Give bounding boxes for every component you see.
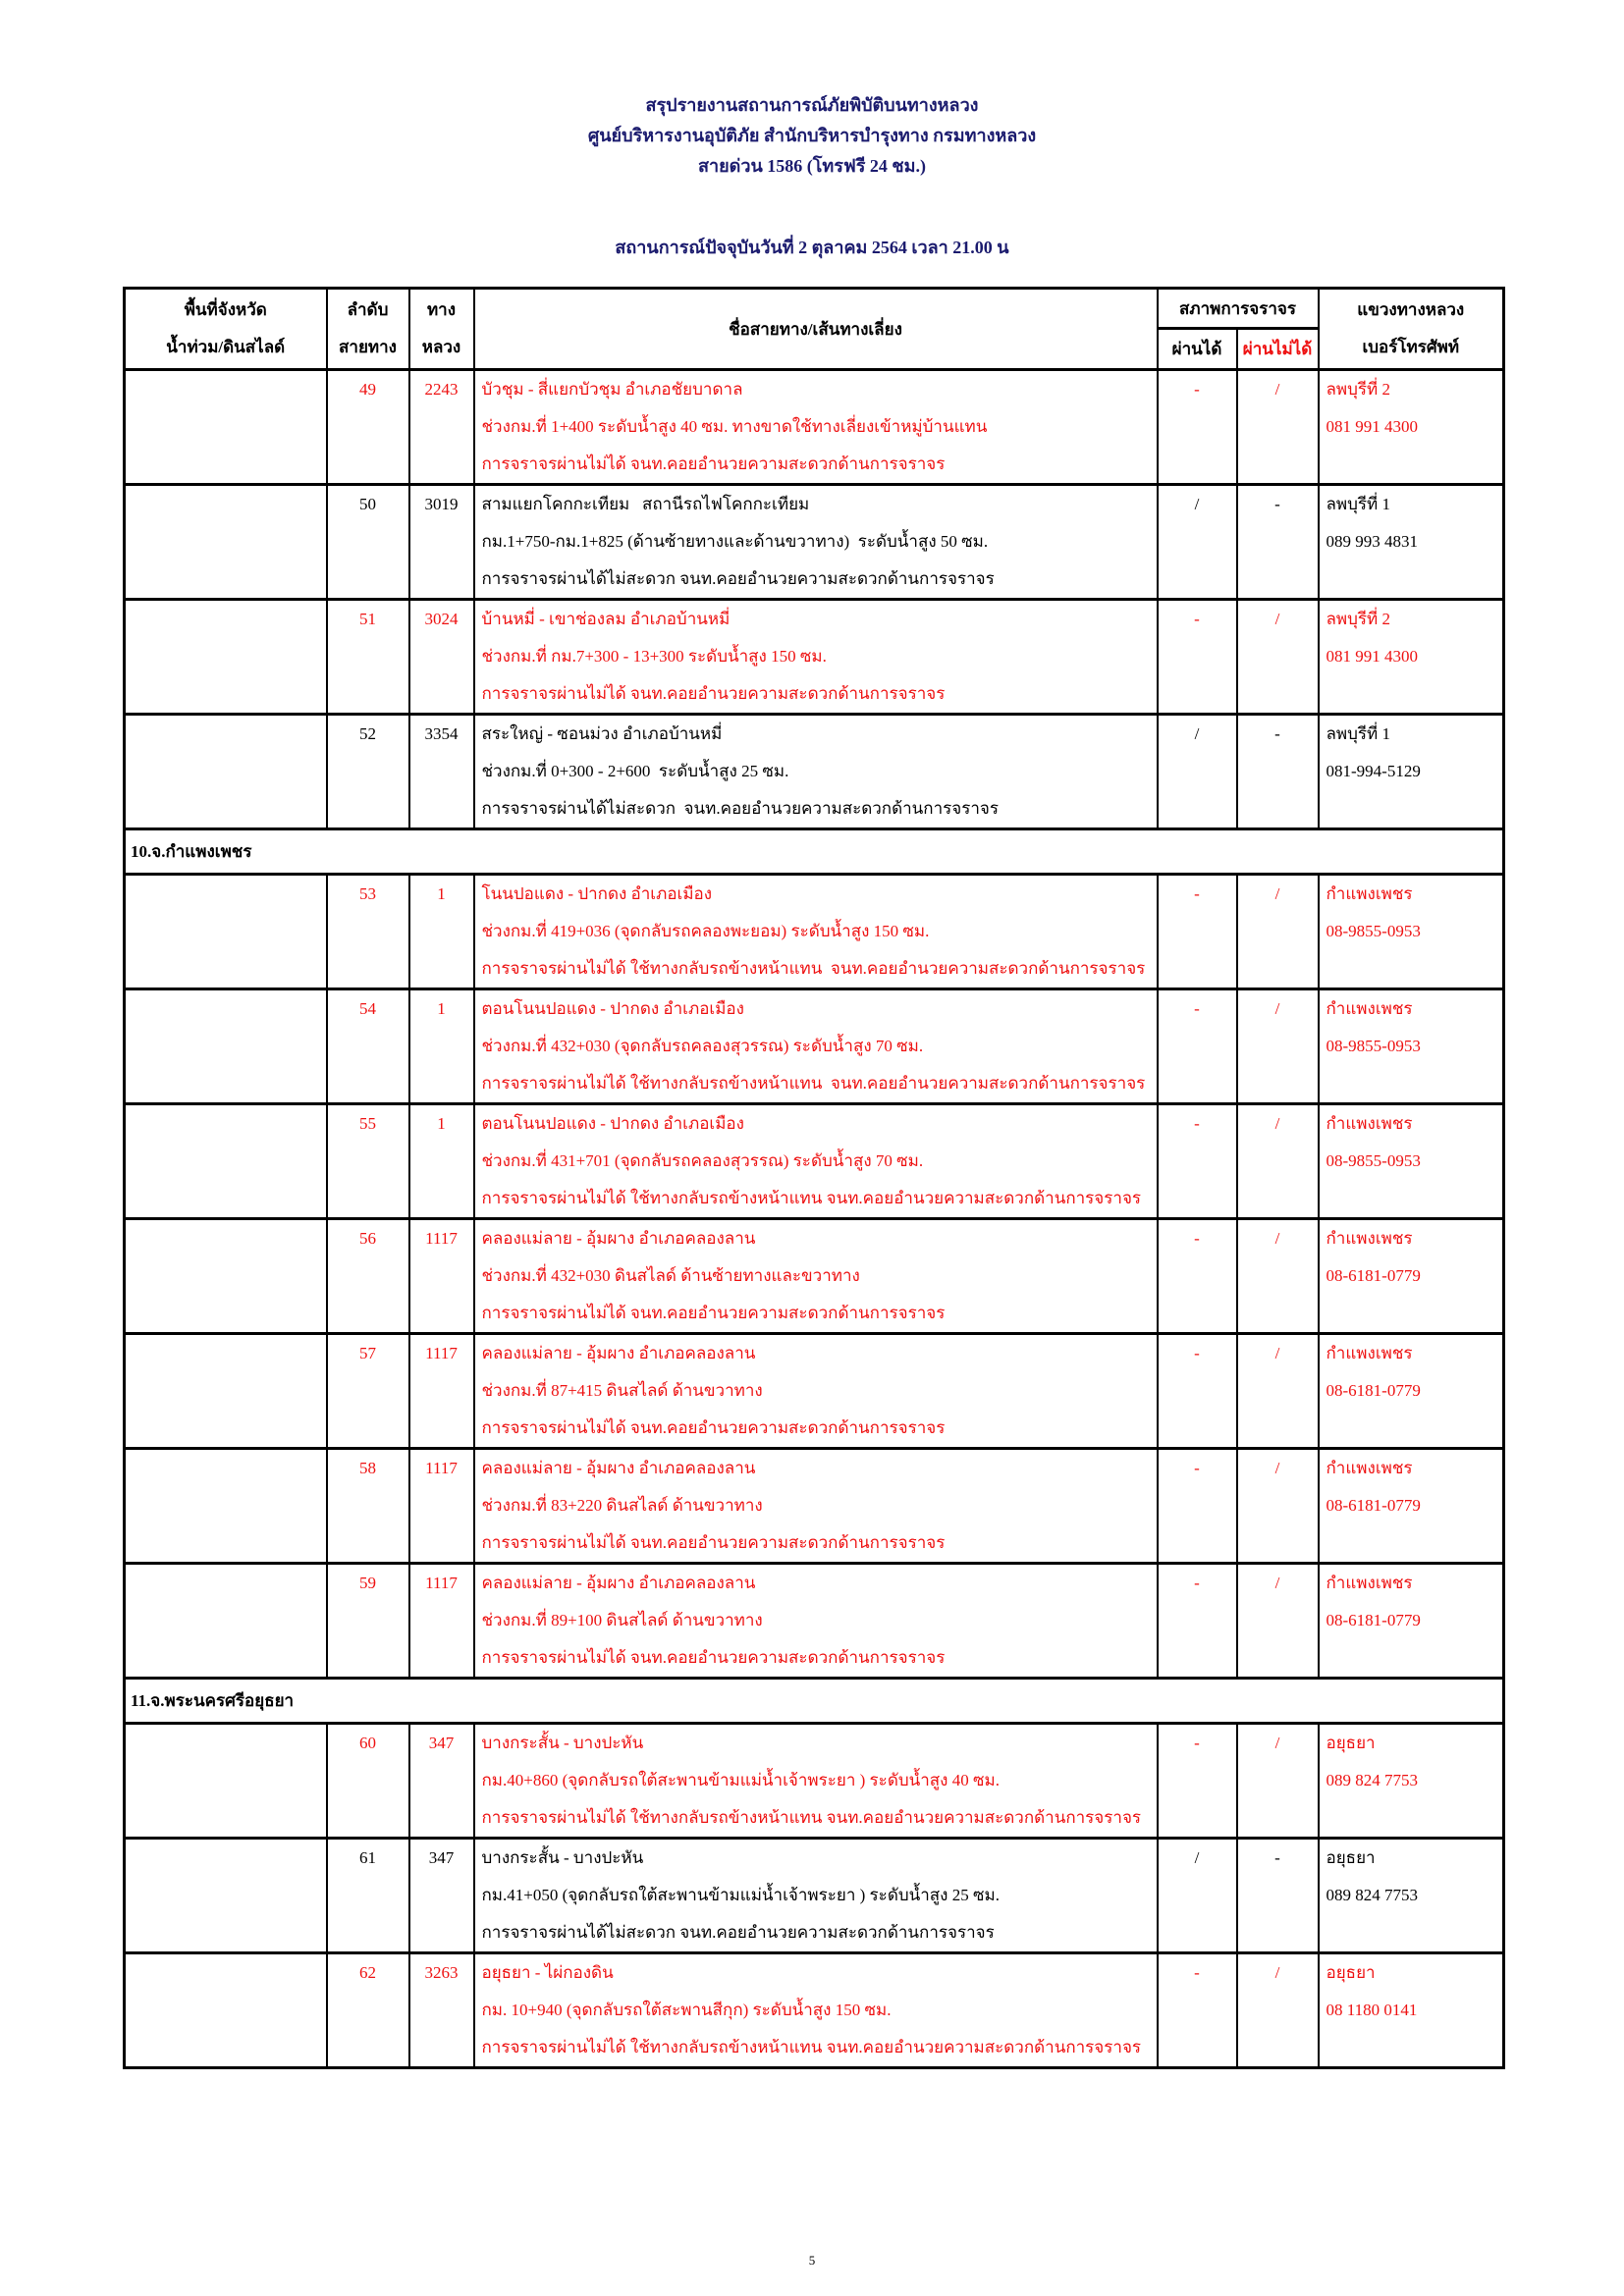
seq-cell <box>327 600 409 715</box>
table-row <box>125 1564 1504 1679</box>
passable-cell-text: / <box>1194 724 1200 743</box>
highway-cell <box>409 485 474 600</box>
seq-cell-text: 59 <box>359 1574 376 1592</box>
district-name: อยุธยา <box>1326 1963 1376 1982</box>
table-row <box>125 1449 1504 1564</box>
not-passable-cell <box>1237 485 1319 600</box>
highway-cell <box>409 875 474 989</box>
district-name: กำแพงเพชร <box>1326 1459 1413 1477</box>
not-passable-cell-text: / <box>1274 1963 1280 1982</box>
highway-cell <box>409 1724 474 1839</box>
route-line: กม.41+050 (จุดกลับรถใต้สะพานข้ามแม่น้ำเจ้าพระยา ) ระดับน้ำสูง 25 ซม. <box>481 1886 1000 1904</box>
table-row <box>125 1219 1504 1334</box>
passable-cell <box>1158 1953 1237 2068</box>
seq-cell-text: 50 <box>359 495 376 513</box>
highway-cell-text: 3024 <box>424 610 459 628</box>
district-phone: 08-9855-0953 <box>1326 922 1421 940</box>
route-line: บางกระสั้น - บางปะหัน <box>481 1848 644 1867</box>
not-passable-cell <box>1237 1953 1319 2068</box>
district-name: กำแพงเพชร <box>1326 999 1413 1018</box>
not-passable-cell <box>1237 1724 1319 1839</box>
passable-cell-text: - <box>1194 380 1200 399</box>
route-line: ช่วงกม.ที่ กม.7+300 - 13+300 ระดับน้ำสูง 150 ซม. <box>481 647 827 666</box>
seq-cell <box>327 1724 409 1839</box>
district-phone: 081 991 4300 <box>1326 647 1419 666</box>
area-cell <box>125 600 327 715</box>
route-line: การจราจรผ่านได้ไม่สะดวก จนท.คอยอำนวยความสะดวกด้านการจราจร <box>481 1923 995 1942</box>
report-hotline: สายด่วน 1586 (โทรฟรี 24 ชม.) <box>698 156 926 176</box>
highway-cell <box>409 1953 474 2068</box>
route-line: ช่วงกม.ที่ 89+100 ดินสไลด์ ด้านขวาทาง <box>481 1611 763 1629</box>
district-phone: 08-6181-0779 <box>1326 1611 1421 1629</box>
district-phone: 089 824 7753 <box>1326 1886 1419 1904</box>
passable-cell-text: - <box>1194 1574 1200 1592</box>
seq-cell-text: 57 <box>359 1344 376 1362</box>
route-line: การจราจรผ่านไม่ได้ จนท.คอยอำนวยความสะดวกด้านการจราจร <box>481 1304 946 1322</box>
report-agency: ศูนย์บริหารงานอุบัติภัย สำนักบริหารบำรุงทาง กรมทางหลวง <box>587 126 1037 145</box>
seq-cell-text: 61 <box>359 1848 376 1867</box>
passable-cell-text: / <box>1194 495 1200 513</box>
not-passable-cell-text: - <box>1274 1848 1280 1867</box>
highway-cell-text: 1 <box>437 1114 446 1133</box>
highway-cell-text: 1 <box>437 999 446 1018</box>
table-row <box>125 1334 1504 1449</box>
not-passable-cell-text: / <box>1274 1344 1280 1362</box>
header-passable: ผ่านได้ <box>1158 329 1237 370</box>
header-highway-line2: หลวง <box>421 338 461 356</box>
passable-cell-text: - <box>1194 610 1200 628</box>
passable-cell <box>1158 1219 1237 1334</box>
route-line: การจราจรผ่านได้ไม่สะดวก จนท.คอยอำนวยความสะดวกด้านการจราจร <box>481 569 995 588</box>
header-route: ชื่อสายทาง/เส้นทางเลี่ยง <box>474 289 1158 370</box>
not-passable-cell <box>1237 1564 1319 1679</box>
passable-cell-text: - <box>1194 1344 1200 1362</box>
highway-cell <box>409 370 474 485</box>
highway-cell-text: 1117 <box>425 1344 458 1362</box>
route-line: คลองแม่ลาย - อุ้มผาง อำเภอคลองลาน <box>481 1459 756 1477</box>
highway-cell <box>409 989 474 1104</box>
route-line: สระใหญ่ - ซอนม่วง อำเภอบ้านหมี่ <box>481 724 723 743</box>
seq-cell-text: 55 <box>359 1114 376 1133</box>
highway-cell-text: 1117 <box>425 1574 458 1592</box>
route-line: ช่วงกม.ที่ 0+300 - 2+600 ระดับน้ำสูง 25 ซม. <box>481 762 789 780</box>
district-cell <box>1319 715 1504 829</box>
passable-cell <box>1158 1334 1237 1449</box>
route-line: สามแยกโคกกะเทียม สถานีรถไฟโคกกะเทียม <box>481 495 810 513</box>
not-passable-cell <box>1237 1219 1319 1334</box>
area-cell <box>125 989 327 1104</box>
table-row <box>125 370 1504 485</box>
passable-cell-text: / <box>1194 1848 1200 1867</box>
route-line: บัวชุม - สี่แยกบัวชุม อำเภอชัยบาดาล <box>481 380 743 399</box>
district-phone: 08-6181-0779 <box>1326 1496 1421 1515</box>
route-line: ช่วงกม.ที่ 87+415 ดินสไลด์ ด้านขวาทาง <box>481 1381 763 1400</box>
district-cell <box>1319 600 1504 715</box>
passable-cell <box>1158 989 1237 1104</box>
disaster-report-table <box>123 287 1505 2069</box>
area-cell <box>125 485 327 600</box>
not-passable-cell-text: / <box>1274 1229 1280 1248</box>
not-passable-cell <box>1237 1334 1319 1449</box>
district-phone: 08-9855-0953 <box>1326 1037 1421 1055</box>
seq-cell <box>327 1104 409 1219</box>
not-passable-cell <box>1237 1104 1319 1219</box>
table-row <box>125 1953 1504 2068</box>
area-cell <box>125 1104 327 1219</box>
route-line: การจราจรผ่านไม่ได้ จนท.คอยอำนวยความสะดวกด้านการจราจร <box>481 1418 946 1437</box>
area-cell <box>125 1564 327 1679</box>
not-passable-cell-text: - <box>1274 495 1280 513</box>
route-line: ช่วงกม.ที่ 431+701 (จุดกลับรถคลองสุวรรณ) ระดับน้ำสูง 70 ซม. <box>481 1151 924 1170</box>
district-cell <box>1319 370 1504 485</box>
not-passable-cell-text: / <box>1274 380 1280 399</box>
area-cell <box>125 715 327 829</box>
document-header <box>0 0 1624 263</box>
seq-cell <box>327 1564 409 1679</box>
passable-cell-text: - <box>1194 999 1200 1018</box>
route-cell <box>474 1104 1158 1219</box>
seq-cell <box>327 1953 409 2068</box>
header-seq-line2: สายทาง <box>339 338 397 356</box>
seq-cell <box>327 1334 409 1449</box>
route-cell <box>474 1724 1158 1839</box>
not-passable-cell <box>1237 875 1319 989</box>
route-cell <box>474 1334 1158 1449</box>
seq-cell <box>327 875 409 989</box>
not-passable-cell <box>1237 600 1319 715</box>
header-seq-line1: ลำดับ <box>347 300 389 319</box>
header-district-line1: แขวงทางหลวง <box>1357 300 1465 319</box>
highway-cell <box>409 600 474 715</box>
province-section-row <box>125 1679 1504 1724</box>
table-row <box>125 1839 1504 1953</box>
table-row <box>125 600 1504 715</box>
district-cell <box>1319 989 1504 1104</box>
table-header <box>125 289 1504 370</box>
table-row <box>125 485 1504 600</box>
highway-cell <box>409 1219 474 1334</box>
passable-cell-text: - <box>1194 884 1200 903</box>
table-row <box>125 989 1504 1104</box>
province-section-row <box>125 829 1504 875</box>
route-line: ช่วงกม.ที่ 432+030 (จุดกลับรถคลองสุวรรณ) ระดับน้ำสูง 70 ซม. <box>481 1037 924 1055</box>
route-line: การจราจรผ่านไม่ได้ จนท.คอยอำนวยความสะดวกด้านการจราจร <box>481 1533 946 1552</box>
route-cell <box>474 485 1158 600</box>
highway-cell-text: 2243 <box>424 380 459 399</box>
route-line: คลองแม่ลาย - อุ้มผาง อำเภอคลองลาน <box>481 1344 756 1362</box>
not-passable-cell <box>1237 715 1319 829</box>
not-passable-cell-text: / <box>1274 1459 1280 1477</box>
district-name: กำแพงเพชร <box>1326 1114 1413 1133</box>
not-passable-cell-text: / <box>1274 1574 1280 1592</box>
seq-cell <box>327 989 409 1104</box>
seq-cell-text: 51 <box>359 610 376 628</box>
district-cell <box>1319 1724 1504 1839</box>
route-line: การจราจรผ่านไม่ได้ ใช้ทางกลับรถข้างหน้าแทน จนท.คอยอำนวยความสะดวกด้านการจราจร <box>481 1189 1142 1207</box>
route-cell <box>474 989 1158 1104</box>
district-cell <box>1319 1564 1504 1679</box>
passable-cell <box>1158 485 1237 600</box>
table-row <box>125 1724 1504 1839</box>
route-line: คลองแม่ลาย - อุ้มผาง อำเภอคลองลาน <box>481 1574 756 1592</box>
route-line: การจราจรผ่านไม่ได้ ใช้ทางกลับรถข้างหน้าแทน จนท.คอยอำนวยความสะดวกด้านการจราจร <box>481 1808 1142 1827</box>
seq-cell <box>327 1449 409 1564</box>
district-phone: 081-994-5129 <box>1326 762 1421 780</box>
route-line: บ้านหมี่ - เขาช่องลม อำเภอบ้านหมี่ <box>481 610 731 628</box>
seq-cell-text: 58 <box>359 1459 376 1477</box>
table-row <box>125 875 1504 989</box>
area-cell <box>125 1334 327 1449</box>
seq-cell-text: 52 <box>359 724 376 743</box>
seq-cell <box>327 1219 409 1334</box>
district-name: กำแพงเพชร <box>1326 1229 1413 1248</box>
highway-cell <box>409 1104 474 1219</box>
passable-cell-text: - <box>1194 1963 1200 1982</box>
highway-cell <box>409 1839 474 1953</box>
district-name: อยุธยา <box>1326 1848 1376 1867</box>
not-passable-cell <box>1237 989 1319 1104</box>
header-traffic: สภาพการจราจร <box>1158 289 1319 329</box>
seq-cell-text: 62 <box>359 1963 376 1982</box>
passable-cell <box>1158 715 1237 829</box>
district-cell <box>1319 1334 1504 1449</box>
highway-cell-text: 347 <box>428 1734 455 1752</box>
route-cell <box>474 370 1158 485</box>
district-cell <box>1319 1104 1504 1219</box>
district-name: อยุธยา <box>1326 1734 1376 1752</box>
route-line: ช่วงกม.ที่ 1+400 ระดับน้ำสูง 40 ซม. ทางขาดใช้ทางเลี่ยงเข้าหมู่บ้านแทน <box>481 417 988 436</box>
report-status-date: สถานการณ์ปัจจุบันวันที่ 2 ตุลาคม 2564 เวลา 21.00 น <box>615 238 1009 257</box>
highway-cell-text: 347 <box>428 1848 455 1867</box>
highway-cell <box>409 715 474 829</box>
route-cell <box>474 875 1158 989</box>
not-passable-cell-text: / <box>1274 610 1280 628</box>
district-phone: 089 993 4831 <box>1326 532 1419 551</box>
province-section-label: 10.จ.กำแพงเพชร <box>125 829 1504 875</box>
district-phone: 08 1180 0141 <box>1326 2001 1418 2019</box>
area-cell <box>125 1839 327 1953</box>
highway-cell-text: 1 <box>437 884 446 903</box>
route-cell <box>474 1953 1158 2068</box>
route-cell <box>474 715 1158 829</box>
not-passable-cell-text: - <box>1274 724 1280 743</box>
passable-cell-text: - <box>1194 1114 1200 1133</box>
passable-cell-text: - <box>1194 1229 1200 1248</box>
route-line: การจราจรผ่านไม่ได้ ใช้ทางกลับรถข้างหน้าแทน จนท.คอยอำนวยความสะดวกด้านการจราจร <box>481 959 1146 978</box>
passable-cell <box>1158 600 1237 715</box>
highway-cell-text: 3019 <box>424 495 459 513</box>
passable-cell <box>1158 370 1237 485</box>
seq-cell-text: 56 <box>359 1229 376 1248</box>
province-section-label: 11.จ.พระนครศรีอยุธยา <box>125 1679 1504 1724</box>
route-line: การจราจรผ่านไม่ได้ ใช้ทางกลับรถข้างหน้าแทน จนท.คอยอำนวยความสะดวกด้านการจราจร <box>481 2038 1142 2056</box>
highway-cell-text: 1117 <box>425 1229 458 1248</box>
route-line: ตอนโนนปอแดง - ปากดง อำเภอเมือง <box>481 999 744 1018</box>
route-cell <box>474 600 1158 715</box>
table-row <box>125 1104 1504 1219</box>
route-line: ตอนโนนปอแดง - ปากดง อำเภอเมือง <box>481 1114 744 1133</box>
header-area <box>125 289 327 370</box>
route-line: ช่วงกม.ที่ 419+036 (จุดกลับรถคลองพะยอม) ระดับน้ำสูง 150 ซม. <box>481 922 930 940</box>
seq-cell-text: 60 <box>359 1734 376 1752</box>
passable-cell <box>1158 1839 1237 1953</box>
district-phone: 08-6181-0779 <box>1326 1381 1421 1400</box>
passable-cell <box>1158 1104 1237 1219</box>
not-passable-cell <box>1237 1839 1319 1953</box>
not-passable-cell <box>1237 370 1319 485</box>
district-cell <box>1319 485 1504 600</box>
area-cell <box>125 1724 327 1839</box>
highway-cell <box>409 1564 474 1679</box>
seq-cell-text: 53 <box>359 884 376 903</box>
route-line: การจราจรผ่านได้ไม่สะดวก จนท.คอยอำนวยความสะดวกด้านการจราจร <box>481 799 999 818</box>
district-cell <box>1319 1219 1504 1334</box>
route-line: โนนปอแดง - ปากดง อำเภอเมือง <box>481 884 713 903</box>
highway-cell-text: 1117 <box>425 1459 458 1477</box>
not-passable-cell-text: / <box>1274 1734 1280 1752</box>
not-passable-cell-text: / <box>1274 884 1280 903</box>
district-name: กำแพงเพชร <box>1326 884 1413 903</box>
seq-cell <box>327 715 409 829</box>
highway-cell <box>409 1334 474 1449</box>
seq-cell <box>327 485 409 600</box>
not-passable-cell <box>1237 1449 1319 1564</box>
district-name: ลพบุรีที่ 2 <box>1326 380 1391 399</box>
district-phone: 089 824 7753 <box>1326 1771 1419 1789</box>
route-line: การจราจรผ่านไม่ได้ ใช้ทางกลับรถข้างหน้าแทน จนท.คอยอำนวยความสะดวกด้านการจราจร <box>481 1074 1146 1093</box>
passable-cell-text: - <box>1194 1734 1200 1752</box>
table-row <box>125 715 1504 829</box>
passable-cell <box>1158 875 1237 989</box>
route-line: อยุธยา - ไผ่กองดิน <box>481 1963 614 1982</box>
route-line: กม.1+750-กม.1+825 (ด้านซ้ายทางและด้านขวาทาง) ระดับน้ำสูง 50 ซม. <box>481 532 989 551</box>
route-cell <box>474 1219 1158 1334</box>
header-district-line2: เบอร์โทรศัพท์ <box>1362 338 1460 356</box>
highway-cell-text: 3263 <box>424 1963 459 1982</box>
district-name: กำแพงเพชร <box>1326 1344 1413 1362</box>
header-area-line2: น้ำท่วม/ดินสไลด์ <box>166 338 286 356</box>
route-line: กม. 10+940 (จุดกลับรถใต้สะพานสีกุก) ระดับน้ำสูง 150 ซม. <box>481 2001 892 2019</box>
seq-cell <box>327 370 409 485</box>
header-highway <box>409 289 474 370</box>
area-cell <box>125 1953 327 2068</box>
route-line: คลองแม่ลาย - อุ้มผาง อำเภอคลองลาน <box>481 1229 756 1248</box>
route-line: บางกระสั้น - บางปะหัน <box>481 1734 644 1752</box>
highway-cell <box>409 1449 474 1564</box>
district-name: กำแพงเพชร <box>1326 1574 1413 1592</box>
header-seq <box>327 289 409 370</box>
not-passable-cell-text: / <box>1274 1114 1280 1133</box>
not-passable-cell-text: / <box>1274 999 1280 1018</box>
header-highway-line1: ทาง <box>426 300 457 319</box>
passable-cell <box>1158 1564 1237 1679</box>
district-phone: 081 991 4300 <box>1326 417 1419 436</box>
route-line: ช่วงกม.ที่ 432+030 ดินสไลด์ ด้านซ้ายทางและขวาทาง <box>481 1266 860 1285</box>
area-cell <box>125 875 327 989</box>
area-cell <box>125 370 327 485</box>
district-cell <box>1319 875 1504 989</box>
route-line: การจราจรผ่านไม่ได้ จนท.คอยอำนวยความสะดวกด้านการจราจร <box>481 1648 946 1667</box>
district-phone: 08-6181-0779 <box>1326 1266 1421 1285</box>
report-title: สรุปรายงานสถานการณ์ภัยพิบัติบนทางหลวง <box>645 95 979 115</box>
header-area-line1: พื้นที่จังหวัด <box>184 300 267 319</box>
district-name: ลพบุรีที่ 1 <box>1326 495 1391 513</box>
passable-cell <box>1158 1449 1237 1564</box>
seq-cell-text: 54 <box>359 999 376 1018</box>
district-cell <box>1319 1839 1504 1953</box>
district-name: ลพบุรีที่ 2 <box>1326 610 1391 628</box>
district-phone: 08-9855-0953 <box>1326 1151 1421 1170</box>
route-line: การจราจรผ่านไม่ได้ จนท.คอยอำนวยความสะดวกด้านการจราจร <box>481 684 946 703</box>
header-district <box>1319 289 1504 370</box>
route-line: กม.40+860 (จุดกลับรถใต้สะพานข้ามแม่น้ำเจ้าพระยา ) ระดับน้ำสูง 40 ซม. <box>481 1771 1000 1789</box>
seq-cell-text: 49 <box>359 380 376 399</box>
page-number: 5 <box>808 2253 816 2268</box>
highway-cell-text: 3354 <box>424 724 459 743</box>
passable-cell <box>1158 1724 1237 1839</box>
route-line: ช่วงกม.ที่ 83+220 ดินสไลด์ ด้านขวาทาง <box>481 1496 763 1515</box>
district-cell <box>1319 1449 1504 1564</box>
route-cell <box>474 1564 1158 1679</box>
header-not-passable: ผ่านไม่ได้ <box>1237 329 1319 370</box>
district-cell <box>1319 1953 1504 2068</box>
table-body <box>125 370 1504 2068</box>
area-cell <box>125 1219 327 1334</box>
route-cell <box>474 1839 1158 1953</box>
passable-cell-text: - <box>1194 1459 1200 1477</box>
district-name: ลพบุรีที่ 1 <box>1326 724 1391 743</box>
area-cell <box>125 1449 327 1564</box>
route-line: การจราจรผ่านไม่ได้ จนท.คอยอำนวยความสะดวกด้านการจราจร <box>481 454 946 473</box>
route-cell <box>474 1449 1158 1564</box>
seq-cell <box>327 1839 409 1953</box>
